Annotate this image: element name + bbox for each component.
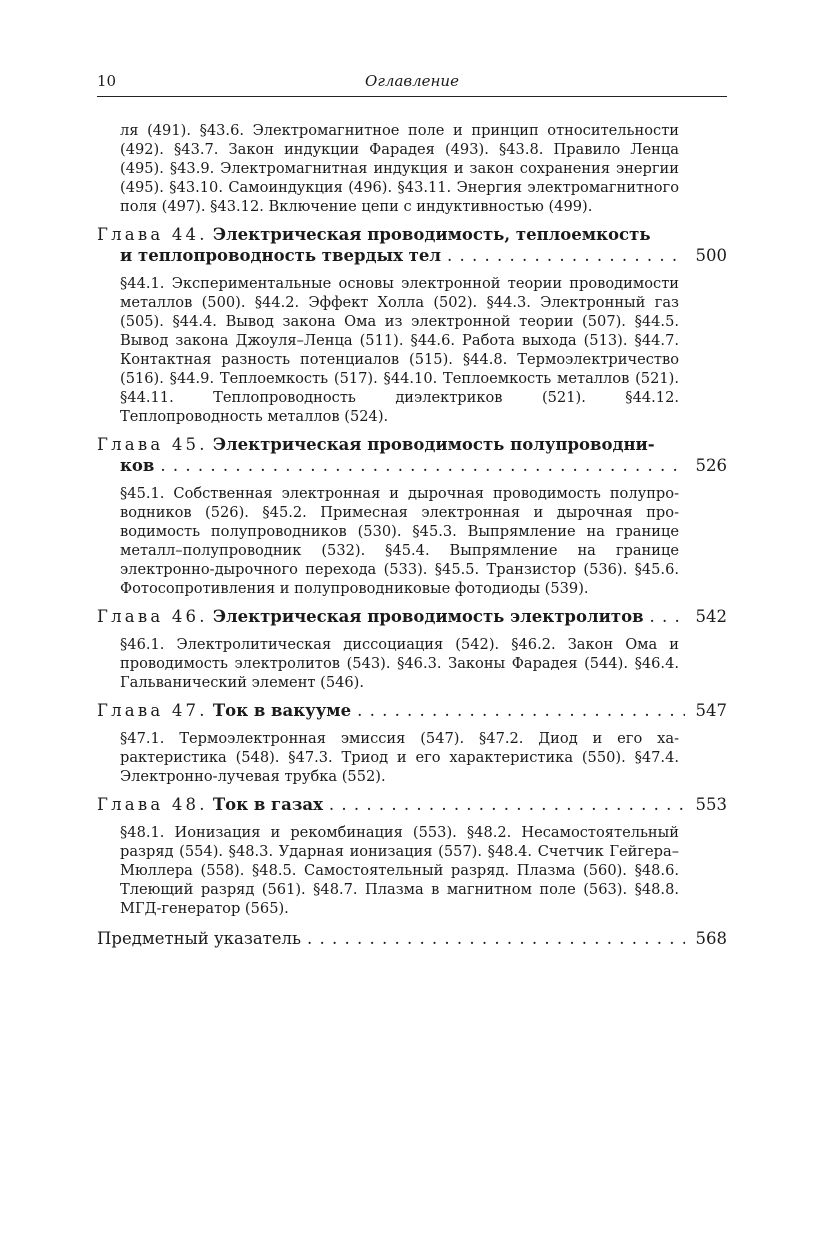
chapter-47-sections: §47.1. Термоэлектронная эмиссия (547). §47.2. Диод и его характеристика (548). §47.3. Триод и его характеристика (550). §47.4. Электронно-лучевая трубка (552). [120, 730, 679, 785]
chapter-44 [97, 224, 727, 426]
chapter-44-sections: §44.1. Экспериментальные основы электронной теории проводимости металлов (500). §44.2. Эффект Холла (502). §44.3. Электронный газ (505). §44.4. Вывод закона Ома из электронной теории (507). §44.5. Вывод закона Джоуля–Ленца (511). §44.6. Работа выхода (513). §44.7. Контактная разность потенциалов (515). §44.8. Термоэлектричество (516). §44.9. Теплоемкость (517). §44.10. Теплоемкость металлов (521). §44.11. Теплопроводность диэлектриков (521). §44.12. Теплопроводность металлов (524). [120, 275, 679, 425]
chapter-title: Ток в вакууме [212, 701, 352, 720]
chapter-44-heading[interactable] [97, 224, 727, 266]
chapter-47-heading[interactable] [97, 700, 727, 721]
chapter-page: 547 [695, 701, 727, 720]
chapter-page: 526 [695, 456, 727, 475]
chapter-label: Глава 45. [97, 435, 208, 454]
leader-dots [307, 928, 685, 949]
chapter-page: 553 [695, 795, 727, 814]
continuation-sections: ля (491). §43.6. Электромагнитное поле и принцип относительности (492). §43.7. Закон индукции Фарадея (493). §43.8. Правило Ленца (495). §43.9. Электромагнитная индукция и закон сохранения энергии (495). §43.10. Самоиндукция (496). §43.11. Энергия электромагнитного поля (497). §43.12. Включение цепи с индуктивностью (499). [120, 122, 679, 215]
subject-index-entry[interactable] [97, 928, 727, 949]
running-header [97, 72, 727, 97]
chapter-46-heading[interactable] [97, 606, 727, 627]
chapter-label: Глава 44. [97, 225, 208, 244]
chapter-47 [97, 700, 727, 786]
chapter-label: Глава 46. [97, 607, 208, 626]
chapter-45-heading[interactable] [97, 434, 727, 476]
chapter-page: 500 [695, 246, 727, 265]
index-label: Предметный указатель [97, 929, 302, 948]
chapter-48-heading[interactable] [97, 794, 727, 815]
chapter-label: Глава 48. [97, 795, 208, 814]
toc-page [97, 72, 727, 949]
chapter-48-sections: §48.1. Ионизация и рекомбинация (553). §48.2. Несамостоятельный разряд (554). §48.3. Ударная ионизация (557). §48.4. Счетчик Гейгера–Мюллера (558). §48.5. Самостоятельный разряд. Плазма (560). §48.6. Тлеющий разряд (561). §48.7. Плазма в магнитном поле (563). §48.8. МГД-генератор (565). [120, 824, 679, 917]
page-number: 10 [97, 72, 117, 90]
chapter-title: Ток в газах [212, 795, 323, 814]
chapter-page: 542 [695, 607, 727, 626]
chapter-45-sections: §45.1. Собственная электронная и дырочная проводимость полупроводников (526). §45.2. Примесная электронная и дырочная проводимость полупроводников (530). §45.3. Выпрямление на границе металл–полупроводник (532). §45.4. Выпрямление на границе электронно-дырочного перехода (533). §45.5. Транзистор (536). §45.6. Фотосопротивления и полупроводниковые фотодиоды (539). [120, 485, 679, 597]
chapter-title: Электрическая проводимость электролитов [212, 607, 644, 626]
leader-dots [329, 794, 685, 815]
chapter-46 [97, 606, 727, 692]
chapter-45 [97, 434, 727, 598]
leader-dots [160, 455, 681, 476]
chapter-label: Глава 47. [97, 701, 208, 720]
index-page: 568 [695, 929, 727, 948]
running-title: Оглавление [365, 72, 459, 90]
chapter-title-line1: Электрическая проводимость полупроводни- [212, 435, 655, 454]
leader-dots [447, 245, 681, 266]
chapter-title-line2: ков [120, 456, 155, 475]
chapter-48 [97, 794, 727, 918]
leader-dots [357, 700, 685, 721]
leader-dots [650, 606, 685, 627]
chapter-title-line1: Электрическая проводимость, теплоемкость [212, 225, 651, 244]
chapter-46-sections: §46.1. Электролитическая диссоциация (542). §46.2. Закон Ома и проводимость электролитов (543). §46.3. Законы Фарадея (544). §46.4. Гальванический элемент (546). [120, 636, 679, 691]
chapter-title-line2: и теплопроводность твердых тел [120, 246, 442, 265]
